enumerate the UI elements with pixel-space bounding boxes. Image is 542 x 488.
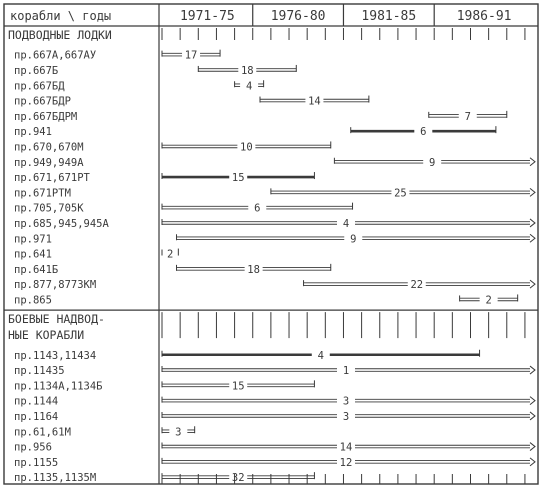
project-label: пр.667БДР — [14, 95, 71, 108]
ship-count-label: 10 — [240, 141, 253, 154]
ship-count-label: 32 — [231, 472, 245, 485]
bar-arrow-head — [530, 280, 535, 288]
project-label: пр.670,670М — [14, 141, 84, 154]
bar-arrow-head — [530, 188, 535, 196]
project-label: пр.667БДРМ — [14, 110, 78, 123]
bar-arrow-head — [530, 412, 535, 420]
ship-count-label: 3 — [342, 410, 350, 423]
bar-arrow-head — [530, 366, 535, 374]
period-label: 1986-91 — [456, 9, 512, 24]
project-label: пр.61,61М — [14, 426, 71, 439]
ship-count-label: 2 — [485, 294, 492, 307]
project-label: пр.641 — [14, 248, 52, 261]
project-label: пр.667Б — [14, 64, 59, 77]
project-label: пр.685,945,945А — [14, 217, 109, 230]
ship-count-label: 3 — [342, 395, 350, 408]
period-label: 1981-85 — [361, 9, 417, 24]
ship-count-label: 12 — [339, 456, 353, 469]
ship-count-label: 14 — [308, 95, 321, 108]
section-title: БОЕВЫЕ НАДВОД- — [8, 312, 105, 327]
ship-count-label: 1 — [342, 365, 350, 378]
ship-count-label: 25 — [394, 187, 407, 200]
section-title: ПОДВОДНЫЕ ЛОДКИ — [8, 28, 112, 42]
ship-count-label: 6 — [420, 126, 427, 139]
ship-count-label: 4 — [342, 217, 350, 230]
project-label: пр.705,705К — [14, 202, 84, 215]
period-label: 1971-75 — [179, 9, 235, 24]
project-label: пр.956 — [14, 441, 52, 454]
project-label: пр.1134А,1134Б — [14, 380, 103, 393]
ship-count-label: 18 — [247, 263, 260, 276]
chart-frame — [4, 4, 538, 484]
section-title: НЫЕ КОРАБЛИ — [8, 328, 85, 343]
ship-count-label: 15 — [231, 172, 245, 185]
project-label: пр.1144 — [14, 395, 59, 408]
ship-count-label: 2 — [167, 248, 174, 261]
bar-arrow-head — [530, 158, 535, 166]
ship-count-label: 6 — [254, 202, 261, 215]
project-label: пр.1164 — [14, 410, 59, 423]
ship-count-label: 17 — [184, 49, 198, 62]
bar-arrow-head — [530, 219, 535, 227]
ship-count-label: 3 — [175, 426, 182, 439]
project-label: пр.667БД — [14, 80, 65, 93]
project-label: пр.1135,1135М — [14, 472, 97, 485]
project-label: пр.877,8773КМ — [14, 279, 97, 292]
project-label: пр.865 — [14, 294, 52, 307]
bar-arrow-head — [530, 397, 535, 405]
ship-count-label: 15 — [231, 380, 245, 393]
ship-count-label: 7 — [464, 110, 471, 123]
project-label: пр.941 — [14, 126, 52, 139]
ship-count-label: 9 — [350, 233, 357, 246]
project-label: пр.671РТМ — [14, 187, 71, 200]
ship-count-label: 14 — [339, 441, 353, 454]
period-label: 1976-80 — [270, 9, 326, 24]
ship-count-label: 22 — [410, 279, 424, 292]
bar-arrow-head — [530, 458, 535, 466]
ship-count-label: 4 — [245, 80, 253, 93]
project-label: пр.667А,667АУ — [14, 49, 97, 62]
corner-label: корабли \ годы — [10, 9, 112, 23]
project-label: пр.971 — [14, 233, 52, 246]
ship-count-label: 9 — [429, 156, 436, 169]
bar-arrow-head — [530, 234, 535, 242]
ship-count-label: 4 — [317, 349, 324, 362]
project-label: пр.641Б — [14, 263, 59, 276]
project-label: пр.1143,11434 — [14, 349, 97, 362]
project-label: пр.671,671РТ — [14, 172, 90, 185]
project-label: пр.11435 — [14, 365, 65, 378]
project-label: пр.1155 — [14, 456, 59, 469]
bar-arrow-head — [530, 443, 535, 451]
ship-count-label: 18 — [240, 64, 254, 77]
project-label: пр.949,949А — [14, 156, 84, 169]
